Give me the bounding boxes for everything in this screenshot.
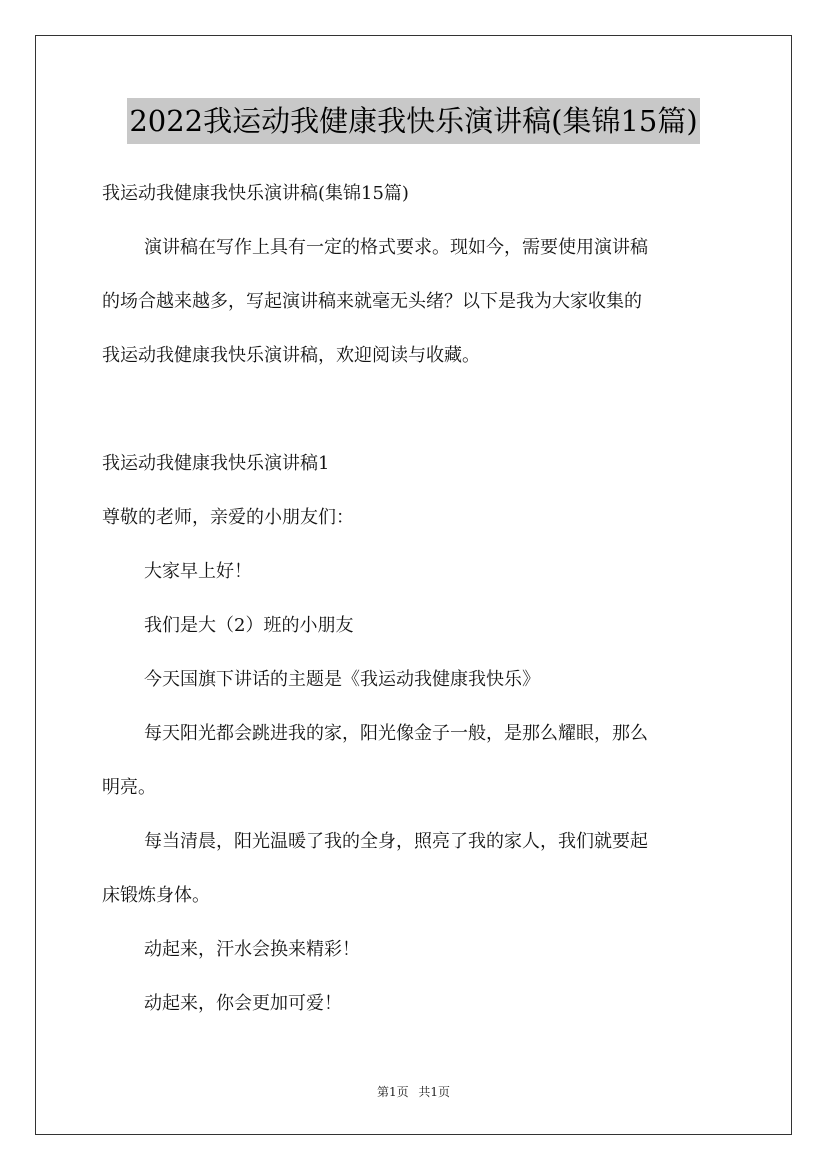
- body-line-7: 床锻炼身体。: [102, 885, 210, 906]
- body-line-5: 明亮。: [102, 777, 156, 798]
- body-line-3: 今天国旗下讲话的主题是《我运动我健康我快乐》: [144, 669, 540, 690]
- document-title: 2022我运动我健康我快乐演讲稿(集锦15篇): [127, 98, 699, 144]
- greeting: 尊敬的老师，亲爱的小朋友们：: [102, 507, 354, 528]
- body-line-8: 动起来，汗水会换来精彩！: [144, 939, 360, 960]
- section-heading: 我运动我健康我快乐演讲稿1: [102, 453, 330, 474]
- page-number: 第1页: [376, 1085, 409, 1099]
- title-container: [0, 98, 827, 144]
- body-line-9: 动起来，你会更加可爱！: [144, 993, 342, 1014]
- page-total: 共1页: [418, 1085, 451, 1099]
- page-footer: [0, 1084, 827, 1100]
- intro-line-3: 我运动我健康我快乐演讲稿，欢迎阅读与收藏。: [102, 345, 480, 366]
- document-subtitle: 我运动我健康我快乐演讲稿(集锦15篇): [102, 183, 409, 204]
- body-line-6: 每当清晨，阳光温暖了我的全身，照亮了我的家人，我们就要起: [144, 831, 648, 852]
- body-line-1: 大家早上好！: [144, 561, 252, 582]
- body-line-4: 每天阳光都会跳进我的家，阳光像金子一般，是那么耀眼，那么: [144, 723, 648, 744]
- intro-line-1: 演讲稿在写作上具有一定的格式要求。现如今，需要使用演讲稿: [144, 237, 648, 258]
- body-line-2: 我们是大（2）班的小朋友: [144, 615, 354, 636]
- intro-line-2: 的场合越来越多，写起演讲稿来就毫无头绪？以下是我为大家收集的: [102, 291, 642, 312]
